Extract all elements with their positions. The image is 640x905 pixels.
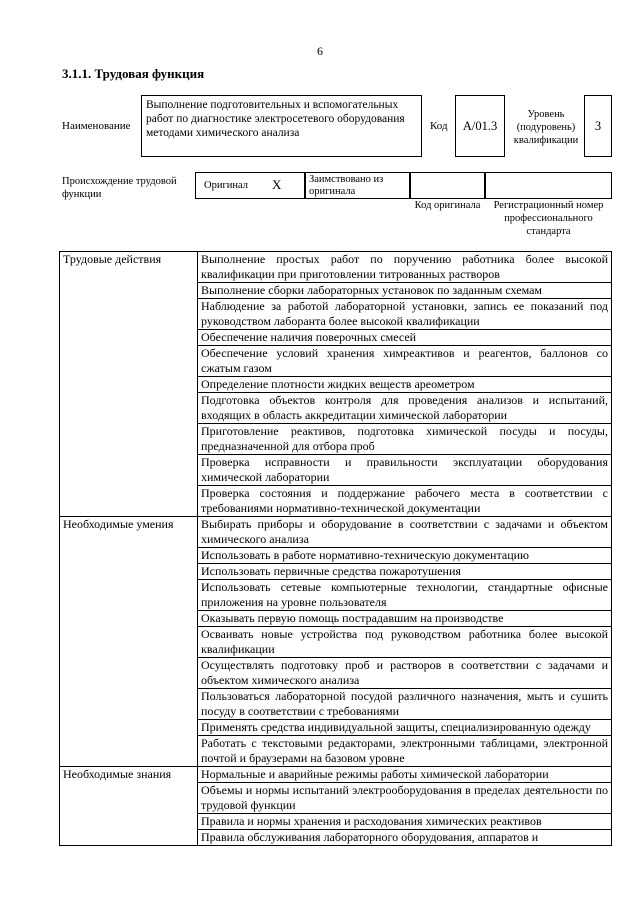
list-item: Правила обслуживания лабораторного оборудования, аппаратов и [198, 830, 612, 846]
section-title: 3.1.1. Трудовая функция [62, 66, 205, 81]
list-item: Применять средства индивидуальной защиты, специализированную одежду [198, 720, 612, 736]
list-item: Нормальные и аварийные режимы работы химической лаборатории [198, 767, 612, 783]
list-item: Подготовка объектов контроля для проведения анализов и испытаний, входящих в область аккредитации химической лаборатории [198, 393, 612, 424]
name-label: Наименование [62, 120, 131, 132]
list-item: Пользоваться лабораторной посудой различного назначения, мыть и сушить посуду в соответствии с требованиями [198, 689, 612, 720]
list-item: Работать с текстовыми редакторами, электронными таблицами, электронной почтой и браузерами на базовом уровне [198, 736, 612, 767]
list-item: Проверка исправности и правильности эксплуатации оборудования химической лаборатории [198, 455, 612, 486]
borrowed-box: Заимствовано из оригинала [305, 172, 410, 199]
list-item: Использовать первичные средства пожаротушения [198, 564, 612, 580]
table-row [60, 767, 612, 783]
list-item: Обеспечение наличия поверочных смесей [198, 330, 612, 346]
qualification-level-box: 3 [584, 95, 612, 157]
section-title-cell: Необходимые знания [60, 767, 198, 846]
list-item: Наблюдение за работой лабораторной установки, запись ее показаний под руководством лаборанта более высокой квалификации [198, 299, 612, 330]
list-item: Приготовление реактивов, подготовка химической посуды и посуды, предназначенной для отбора проб [198, 424, 612, 455]
list-item: Использовать в работе нормативно-техническую документацию [198, 548, 612, 564]
list-item: Выполнение сборки лабораторных установок по заданным схемам [198, 283, 612, 299]
list-item: Определение плотности жидких веществ ареометром [198, 377, 612, 393]
code-value-box: A/01.3 [455, 95, 505, 157]
list-item: Обеспечение условий хранения химреактивов и реагентов, баллонов со сжатым газом [198, 346, 612, 377]
list-item: Использовать сетевые компьютерные технологии, стандартные офисные приложения на уровне пользователя [198, 580, 612, 611]
qualification-level-label: Уровень (подуровень) квалификации [513, 109, 579, 146]
page-number: 6 [317, 44, 323, 58]
registration-number-caption: Регистрационный номер профессионального стандарта [493, 200, 604, 237]
list-item: Объемы и нормы испытаний электрооборудования в пределах деятельности по трудовой функции [198, 783, 612, 814]
original-code-box [410, 172, 485, 199]
original-mark: X [272, 177, 282, 192]
function-details-table [59, 251, 612, 846]
list-item: Оказывать первую помощь пострадавшим на производстве [198, 611, 612, 627]
list-item: Проверка состояния и поддержание рабочего места в соответствии с требованиями нормативно-технической документации [198, 486, 612, 517]
section-title-cell: Необходимые умения [60, 517, 198, 767]
list-item: Осуществлять подготовку проб и растворов в соответствии с задачами и объектом химического анализа [198, 658, 612, 689]
original-label: Оригинал [204, 180, 248, 191]
list-item: Правила и нормы хранения и расходования химических реактивов [198, 814, 612, 830]
code-label: Код [430, 120, 448, 132]
origin-label: Происхождение трудовой функции [62, 176, 177, 200]
registration-number-box [485, 172, 612, 199]
list-item: Осваивать новые устройства под руководством работника более высокой квалификации [198, 627, 612, 658]
original-code-caption: Код оригинала [414, 200, 481, 211]
list-item: Выполнение простых работ по поручению работника более высокой квалификации при приготовлении титрованных растворов [198, 252, 612, 283]
list-item: Выбирать приборы и оборудование в соответствии с задачами и объектом химического анализа [198, 517, 612, 548]
function-name-box: Выполнение подготовительных и вспомогательных работ по диагностике электросетевого оборудования методами химического анализа [141, 95, 422, 157]
table-row [60, 517, 612, 548]
section-title-cell: Трудовые действия [60, 252, 198, 517]
table-row [60, 252, 612, 283]
